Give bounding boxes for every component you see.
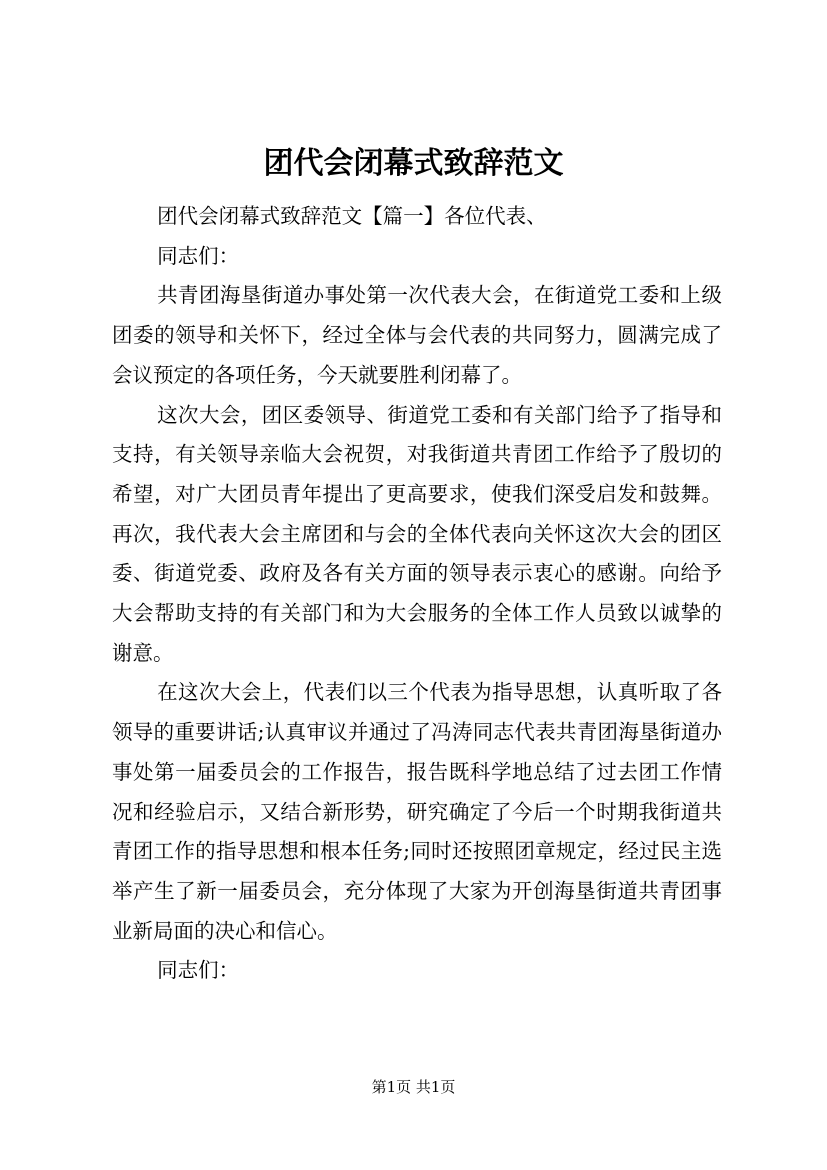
paragraph: 共青团海垦街道办事处第一次代表大会，在街道党工委和上级团委的领导和关怀下，经过全体与会代表的共同努力，圆满完成了会议预定的各项任务，今天就要胜利闭幕了。: [112, 283, 722, 387]
paragraph: 团代会闭幕式致辞范文【篇一】各位代表、: [157, 204, 547, 228]
page-footer: 第1页 共1页: [371, 1078, 456, 1096]
document-body: [112, 197, 722, 991]
document-title: 团代会闭幕式致辞范文: [263, 146, 564, 181]
paragraph: 同志们：: [157, 958, 240, 983]
paragraph: 这次大会，团区委领导、街道党工委和有关部门给予了指导和支持，有关领导亲临大会祝贺，对我街道共青团工作给予了殷切的希望，对广大团员青年提出了更高要求，使我们深受启发和鼓舞。再次，我代表大会主席团和与会的全体代表向关怀这次大会的团区委、街道党委、政府及各有关方面的领导表示衷心的感谢。向给予大会帮助支持的有关部门和为大会服务的全体工作人员致以诚挚的谢意。: [112, 402, 722, 665]
paragraph: 在这次大会上，代表们以三个代表为指导思想，认真听取了各领导的重要讲话;认真审议并通过了冯涛同志代表共青团海垦街道办事处第一届委员会的工作报告，报告既科学地总结了过去团工作情况和经验启示，又结合新形势，研究确定了今后一个时期我街道共青团工作的指导思想和根本任务;同时还按照团章规定，经过民主选举产生了新一届委员会，充分体现了大家为开创海垦街道共青团事业新局面的决心和信心。: [112, 680, 722, 943]
paragraph: 同志们：: [157, 243, 240, 268]
